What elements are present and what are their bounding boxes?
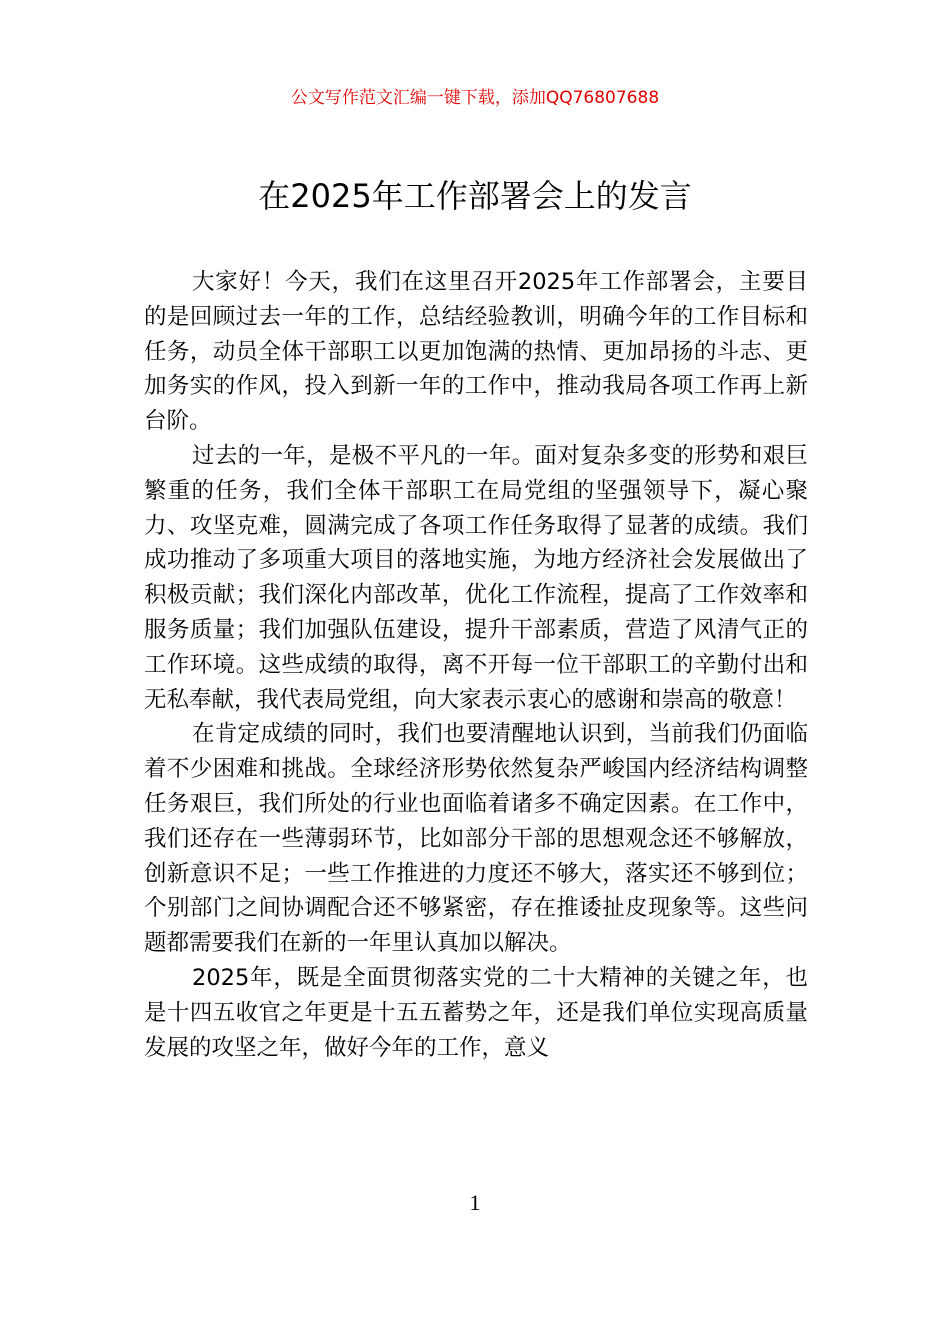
download-banner: 公文写作范文汇编一键下载，添加QQ76807688 <box>290 88 660 108</box>
paragraph-outlook: 2025年，既是全面贯彻落实党的二十大精神的关键之年，也是十四五收官之年更是十五五蓄势之年，还是我们单位实现高质量发展的攻坚之年，做好今年的工作，意义 <box>144 964 808 1061</box>
page-number: 1 <box>469 1190 481 1215</box>
paragraph-opening: 大家好！今天，我们在这里召开2025年工作部署会，主要目的是回顾过去一年的工作，总结经验教训，明确今年的工作目标和任务，动员全体干部职工以更加饱满的热情、更加昂扬的斗志、更加务实的作风，投入到新一年的工作中，推动我局各项工作再上新台阶。 <box>144 269 808 435</box>
document-body <box>144 265 808 1065</box>
document-title: 在2025年工作部署会上的发言 <box>258 177 692 215</box>
paragraph-challenges: 在肯定成绩的同时，我们也要清醒地认识到，当前我们仍面临着不少困难和挑战。全球经济形势依然复杂严峻国内经济结构调整任务艰巨，我们所处的行业也面临着诸多不确定因素。在工作中，我们还存在一些薄弱环节，比如部分干部的思想观念还不够解放，创新意识不足；一些工作推进的力度还不够大，落实还不够到位；个别部门之间协调配合还不够紧密，存在推诿扯皮现象等。这些问题都需要我们在新的一年里认真加以解决。 <box>144 721 808 957</box>
paragraph-achievements: 过去的一年，是极不平凡的一年。面对复杂多变的形势和艰巨繁重的任务，我们全体干部职工在局党组的坚强领导下，凝心聚力、攻坚克难，圆满完成了各项工作任务取得了显著的成绩。我们成功推动了多项重大项目的落地实施，为地方经济社会发展做出了积极贡献；我们深化内部改革，优化工作流程，提高了工作效率和服务质量；我们加强队伍建设，提升干部素质，营造了风清气正的工作环境。这些成绩的取得，离不开每一位干部职工的辛勤付出和无私奉献，我代表局党组，向大家表示衷心的感谢和崇高的敬意！ <box>144 442 808 713</box>
